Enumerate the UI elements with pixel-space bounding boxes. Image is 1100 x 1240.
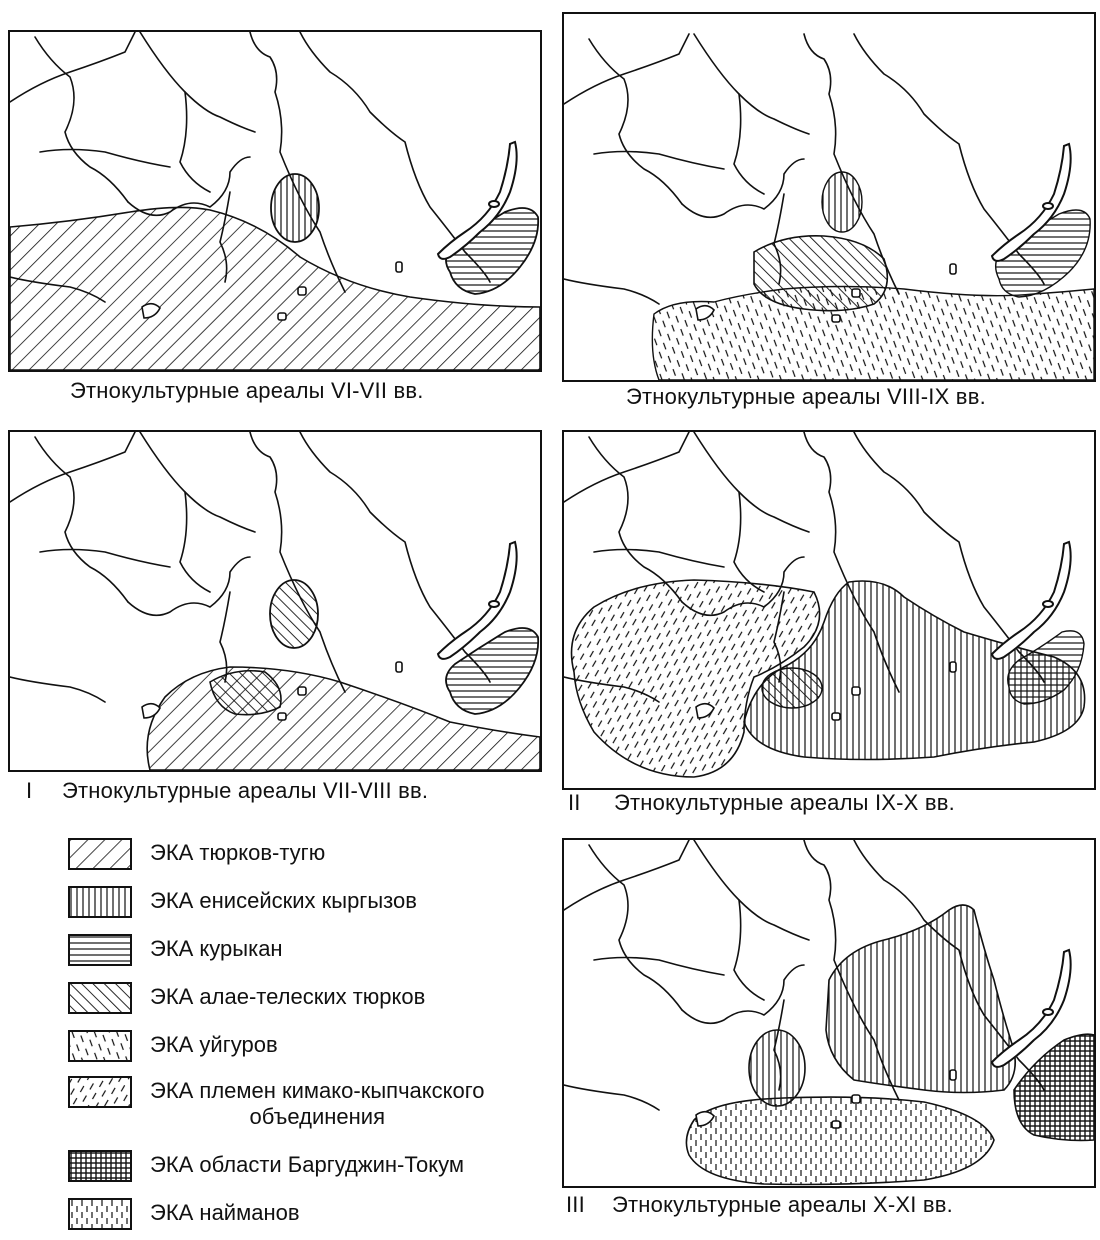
caption-map-vi-vii: Этнокультурные ареалы VI-VII вв. <box>70 378 424 403</box>
caption-map-vii-viii: I Этнокультурные ареалы VII-VIII вв. <box>26 778 429 803</box>
map-panel-x-xi <box>562 838 1096 1188</box>
legend-label: ЭКА уйгуров <box>150 1032 278 1057</box>
map-ix-x <box>564 432 1094 788</box>
area-naimans <box>686 1097 994 1184</box>
legend-swatch-dash-vertical <box>68 1198 132 1230</box>
map-numeral: I <box>26 778 33 803</box>
legend-swatch-dash-back <box>68 1030 132 1062</box>
legend-swatch-horizontal <box>68 934 132 966</box>
legend-label: ЭКА тюрков-тугю <box>150 840 326 865</box>
caption-map-ix-x: II Этнокультурные ареалы IX-X вв. <box>568 790 955 815</box>
map-numeral: III <box>566 1192 585 1217</box>
legend-swatch-vertical <box>68 886 132 918</box>
map-vi-vii <box>10 32 540 370</box>
legend-label: ЭКА енисейских кыргызов <box>150 888 417 913</box>
caption-map-x-xi: III Этнокультурные ареалы X-XI вв. <box>566 1192 953 1217</box>
legend-label: ЭКА алае-телеских тюрков <box>150 984 426 1009</box>
legend-label: ЭКА найманов <box>150 1200 300 1225</box>
area-alae-teles-turks <box>749 1030 805 1106</box>
area-yenisei-kyrgyz <box>826 905 1015 1093</box>
legend-swatch-dash-forward <box>68 1076 132 1108</box>
legend-label: ЭКА курыкан <box>150 936 283 961</box>
map-vii-viii <box>10 432 540 770</box>
area-yenisei-kyrgyz <box>270 580 318 648</box>
legend-label: ЭКА области Баргуджин-Токум <box>150 1152 465 1177</box>
map-panel-vii-viii <box>8 430 542 772</box>
area-alae-teles-turks <box>762 668 822 708</box>
map-x-xi <box>564 840 1094 1186</box>
area-bargudzhin-tokum <box>1014 1034 1094 1140</box>
map-panel-viii-ix <box>562 12 1096 382</box>
caption-map-viii-ix: Этнокультурные ареалы VIII-IX вв. <box>626 384 986 409</box>
map-numeral: II <box>568 790 581 815</box>
area-yenisei-kyrgyz <box>271 174 319 242</box>
map-viii-ix <box>564 14 1094 380</box>
map-panel-ix-x <box>562 430 1096 790</box>
rivers <box>10 432 490 702</box>
legend-swatch-diag-back <box>68 982 132 1014</box>
area-alae-teles-turks <box>754 236 887 311</box>
legend-swatch-grid <box>68 1150 132 1182</box>
legend-swatch-diag-forward <box>68 838 132 870</box>
map-panel-vi-vii <box>8 30 542 372</box>
legend-label: ЭКА племен кимако-кыпчакского объединения <box>150 1078 485 1129</box>
